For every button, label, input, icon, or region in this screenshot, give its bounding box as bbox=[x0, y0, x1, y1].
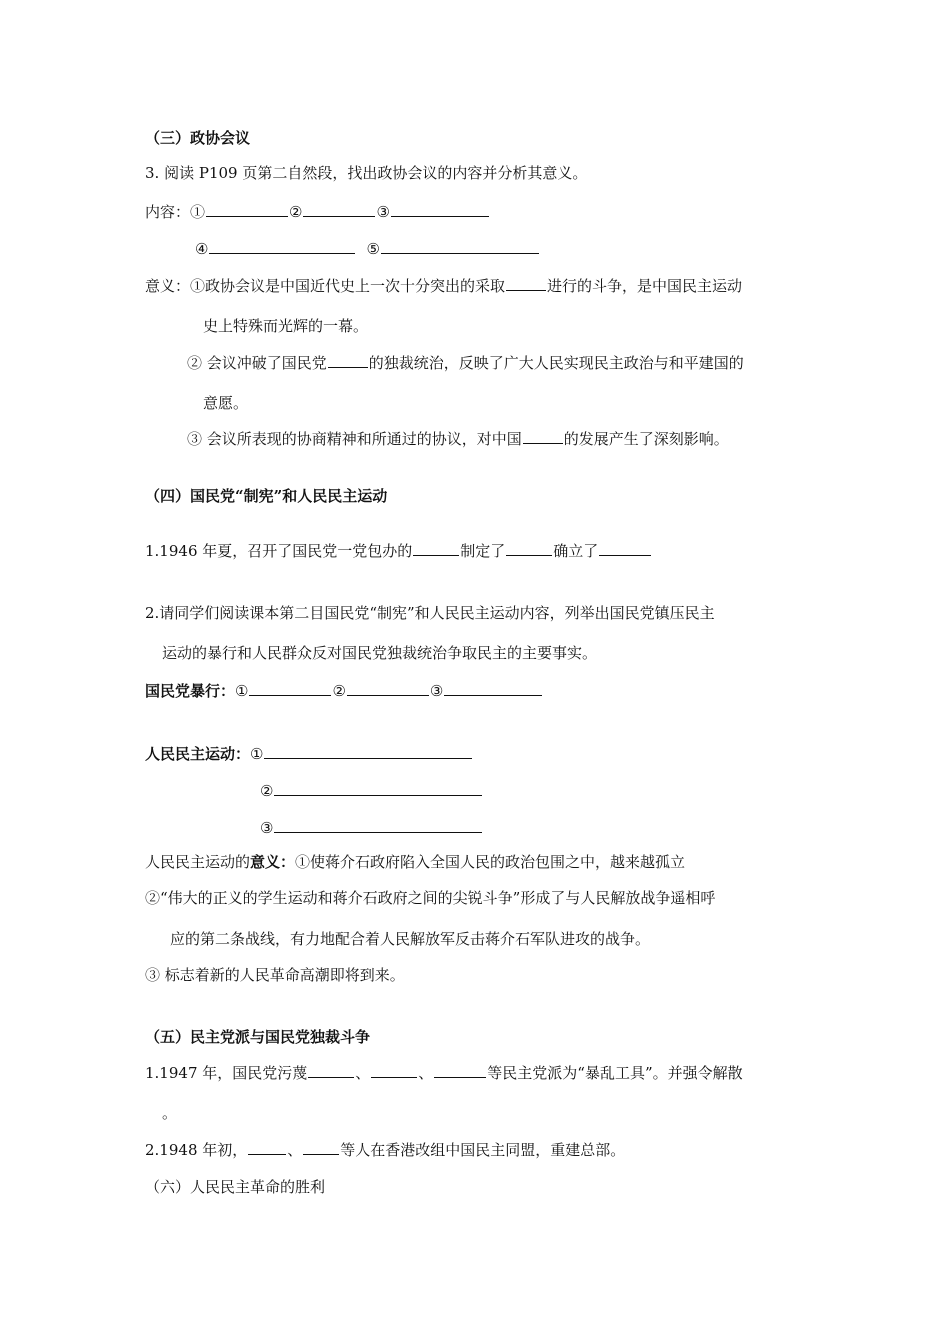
movement-marker-1: ① bbox=[250, 745, 264, 763]
atrocity-row bbox=[145, 680, 543, 701]
blank-content-3[interactable] bbox=[391, 201, 489, 217]
blank-sig-2[interactable] bbox=[328, 352, 368, 368]
content-row-1 bbox=[145, 201, 490, 222]
section4-heading: （四）国民党“制宪”和人民民主运动 bbox=[145, 487, 388, 505]
significance-2-cont: 意愿。 bbox=[203, 394, 249, 412]
blank-movement-1[interactable] bbox=[264, 743, 472, 759]
marker-2: ② bbox=[289, 203, 303, 221]
q1-text-b: 制定了 bbox=[460, 542, 506, 560]
blank-content-5[interactable] bbox=[381, 238, 539, 254]
sig1-text-b: 进行的斗争，是中国民主运动 bbox=[547, 277, 743, 295]
blank-party-1[interactable] bbox=[308, 1062, 354, 1078]
significance-1-cont: 史上特殊而光辉的一幕。 bbox=[203, 317, 369, 335]
marker-5: ⑤ bbox=[366, 240, 380, 258]
movement-significance-2: ②“伟大的正义的学生运动和蒋介石政府之间的尖锐斗争”形成了与人民解放战争遥相呼 bbox=[145, 889, 716, 907]
significance-1 bbox=[145, 275, 742, 296]
content-row-2 bbox=[195, 238, 540, 259]
movement-row-1 bbox=[145, 743, 473, 764]
section4-question-2: 2.请同学们阅读课本第二目国民党“制宪”和人民民主运动内容，列举出国民党镇压民主 bbox=[145, 604, 715, 622]
movement-sig-label: 意义： bbox=[250, 853, 296, 871]
blank-movement-3[interactable] bbox=[274, 817, 482, 833]
significance-2 bbox=[187, 352, 744, 373]
section5-question-1-cont: 。 bbox=[162, 1104, 178, 1122]
blank-atrocity-2[interactable] bbox=[347, 680, 429, 696]
movement-row-2 bbox=[260, 780, 483, 801]
s5-q1-text-a: 1.1947 年，国民党污蔑 bbox=[145, 1064, 308, 1082]
section4-question-1 bbox=[145, 540, 652, 561]
blank-q1-2[interactable] bbox=[506, 540, 552, 556]
blank-sig-3[interactable] bbox=[523, 428, 563, 444]
marker-4: ④ bbox=[195, 240, 209, 258]
s5-q2-text-a: 2.1948 年初， bbox=[145, 1141, 248, 1159]
movement-label: 人民民主运动： bbox=[145, 745, 251, 763]
sig3-text-a: ③ 会议所表现的协商精神和所通过的协议，对中国 bbox=[187, 430, 522, 448]
atrocity-marker-2: ② bbox=[332, 682, 346, 700]
sig2-text-b: 的独裁统治，反映了广大人民实现民主政治与和平建国的 bbox=[368, 354, 744, 372]
blank-person-1[interactable] bbox=[248, 1139, 286, 1155]
significance-3 bbox=[187, 428, 729, 449]
section6-heading: （六）人民民主革命的胜利 bbox=[145, 1178, 326, 1196]
s5-q2-text-b: 等人在香港改组中国民主同盟，重建总部。 bbox=[340, 1141, 626, 1159]
marker-1: ① bbox=[190, 203, 206, 221]
movement-sig-1: ①使蒋介石政府陷入全国人民的政治包围之中，越来越孤立 bbox=[295, 853, 686, 871]
blank-party-3[interactable] bbox=[434, 1062, 486, 1078]
section5-question-1 bbox=[145, 1062, 743, 1083]
sig2-text-a: ② 会议冲破了国民党 bbox=[187, 354, 327, 372]
significance-label: 意义： bbox=[145, 277, 191, 295]
blank-person-2[interactable] bbox=[303, 1139, 339, 1155]
blank-content-1[interactable] bbox=[206, 201, 288, 217]
sig1-text-a: ①政协会议是中国近代史上一次十分突出的采取 bbox=[190, 277, 506, 295]
blank-party-2[interactable] bbox=[371, 1062, 417, 1078]
q1-text-a: 1.1946 年夏，召开了国民党一党包办的 bbox=[145, 542, 413, 560]
movement-significance-3: ③ 标志着新的人民革命高潮即将到来。 bbox=[145, 966, 405, 984]
movement-significance-1 bbox=[145, 852, 685, 872]
separator-1: 、 bbox=[355, 1064, 371, 1082]
atrocity-marker-3: ③ bbox=[429, 682, 444, 700]
atrocity-label: 国民党暴行： bbox=[145, 682, 236, 700]
blank-movement-2[interactable] bbox=[274, 780, 482, 796]
movement-sig-prefix: 人民民主运动的 bbox=[145, 853, 251, 871]
section3-question: 3. 阅读 P109 页第二自然段，找出政协会议的内容并分析其意义。 bbox=[145, 164, 588, 182]
movement-marker-3: ③ bbox=[260, 819, 274, 837]
section3-heading: （三）政协会议 bbox=[145, 129, 251, 147]
separator-2: 、 bbox=[418, 1064, 434, 1082]
movement-significance-2-cont: 应的第二条战线，有力地配合着人民解放军反击蒋介石军队进攻的战争。 bbox=[170, 930, 651, 948]
q1-text-c: 确立了 bbox=[553, 542, 599, 560]
sig3-text-b: 的发展产生了深刻影响。 bbox=[563, 430, 729, 448]
blank-sig-1[interactable] bbox=[506, 275, 546, 291]
blank-atrocity-1[interactable] bbox=[249, 680, 331, 696]
marker-3: ③ bbox=[376, 203, 390, 221]
section4-question-2-cont: 运动的暴行和人民群众反对国民党独裁统治争取民主的主要事实。 bbox=[162, 644, 598, 662]
movement-row-3 bbox=[260, 817, 483, 838]
content-label: 内容： bbox=[145, 203, 191, 221]
separator-3: 、 bbox=[287, 1141, 303, 1159]
movement-marker-2: ② bbox=[260, 782, 274, 800]
section5-heading: （五）民主党派与国民党独裁斗争 bbox=[145, 1028, 371, 1046]
blank-content-4[interactable] bbox=[209, 238, 355, 254]
blank-atrocity-3[interactable] bbox=[444, 680, 542, 696]
atrocity-marker-1: ① bbox=[235, 682, 249, 700]
s5-q1-text-b: 等民主党派为“暴乱工具”。并强令解散 bbox=[487, 1064, 743, 1082]
blank-q1-1[interactable] bbox=[413, 540, 459, 556]
blank-q1-3[interactable] bbox=[599, 540, 651, 556]
blank-content-2[interactable] bbox=[303, 201, 375, 217]
section5-question-2 bbox=[145, 1139, 625, 1160]
